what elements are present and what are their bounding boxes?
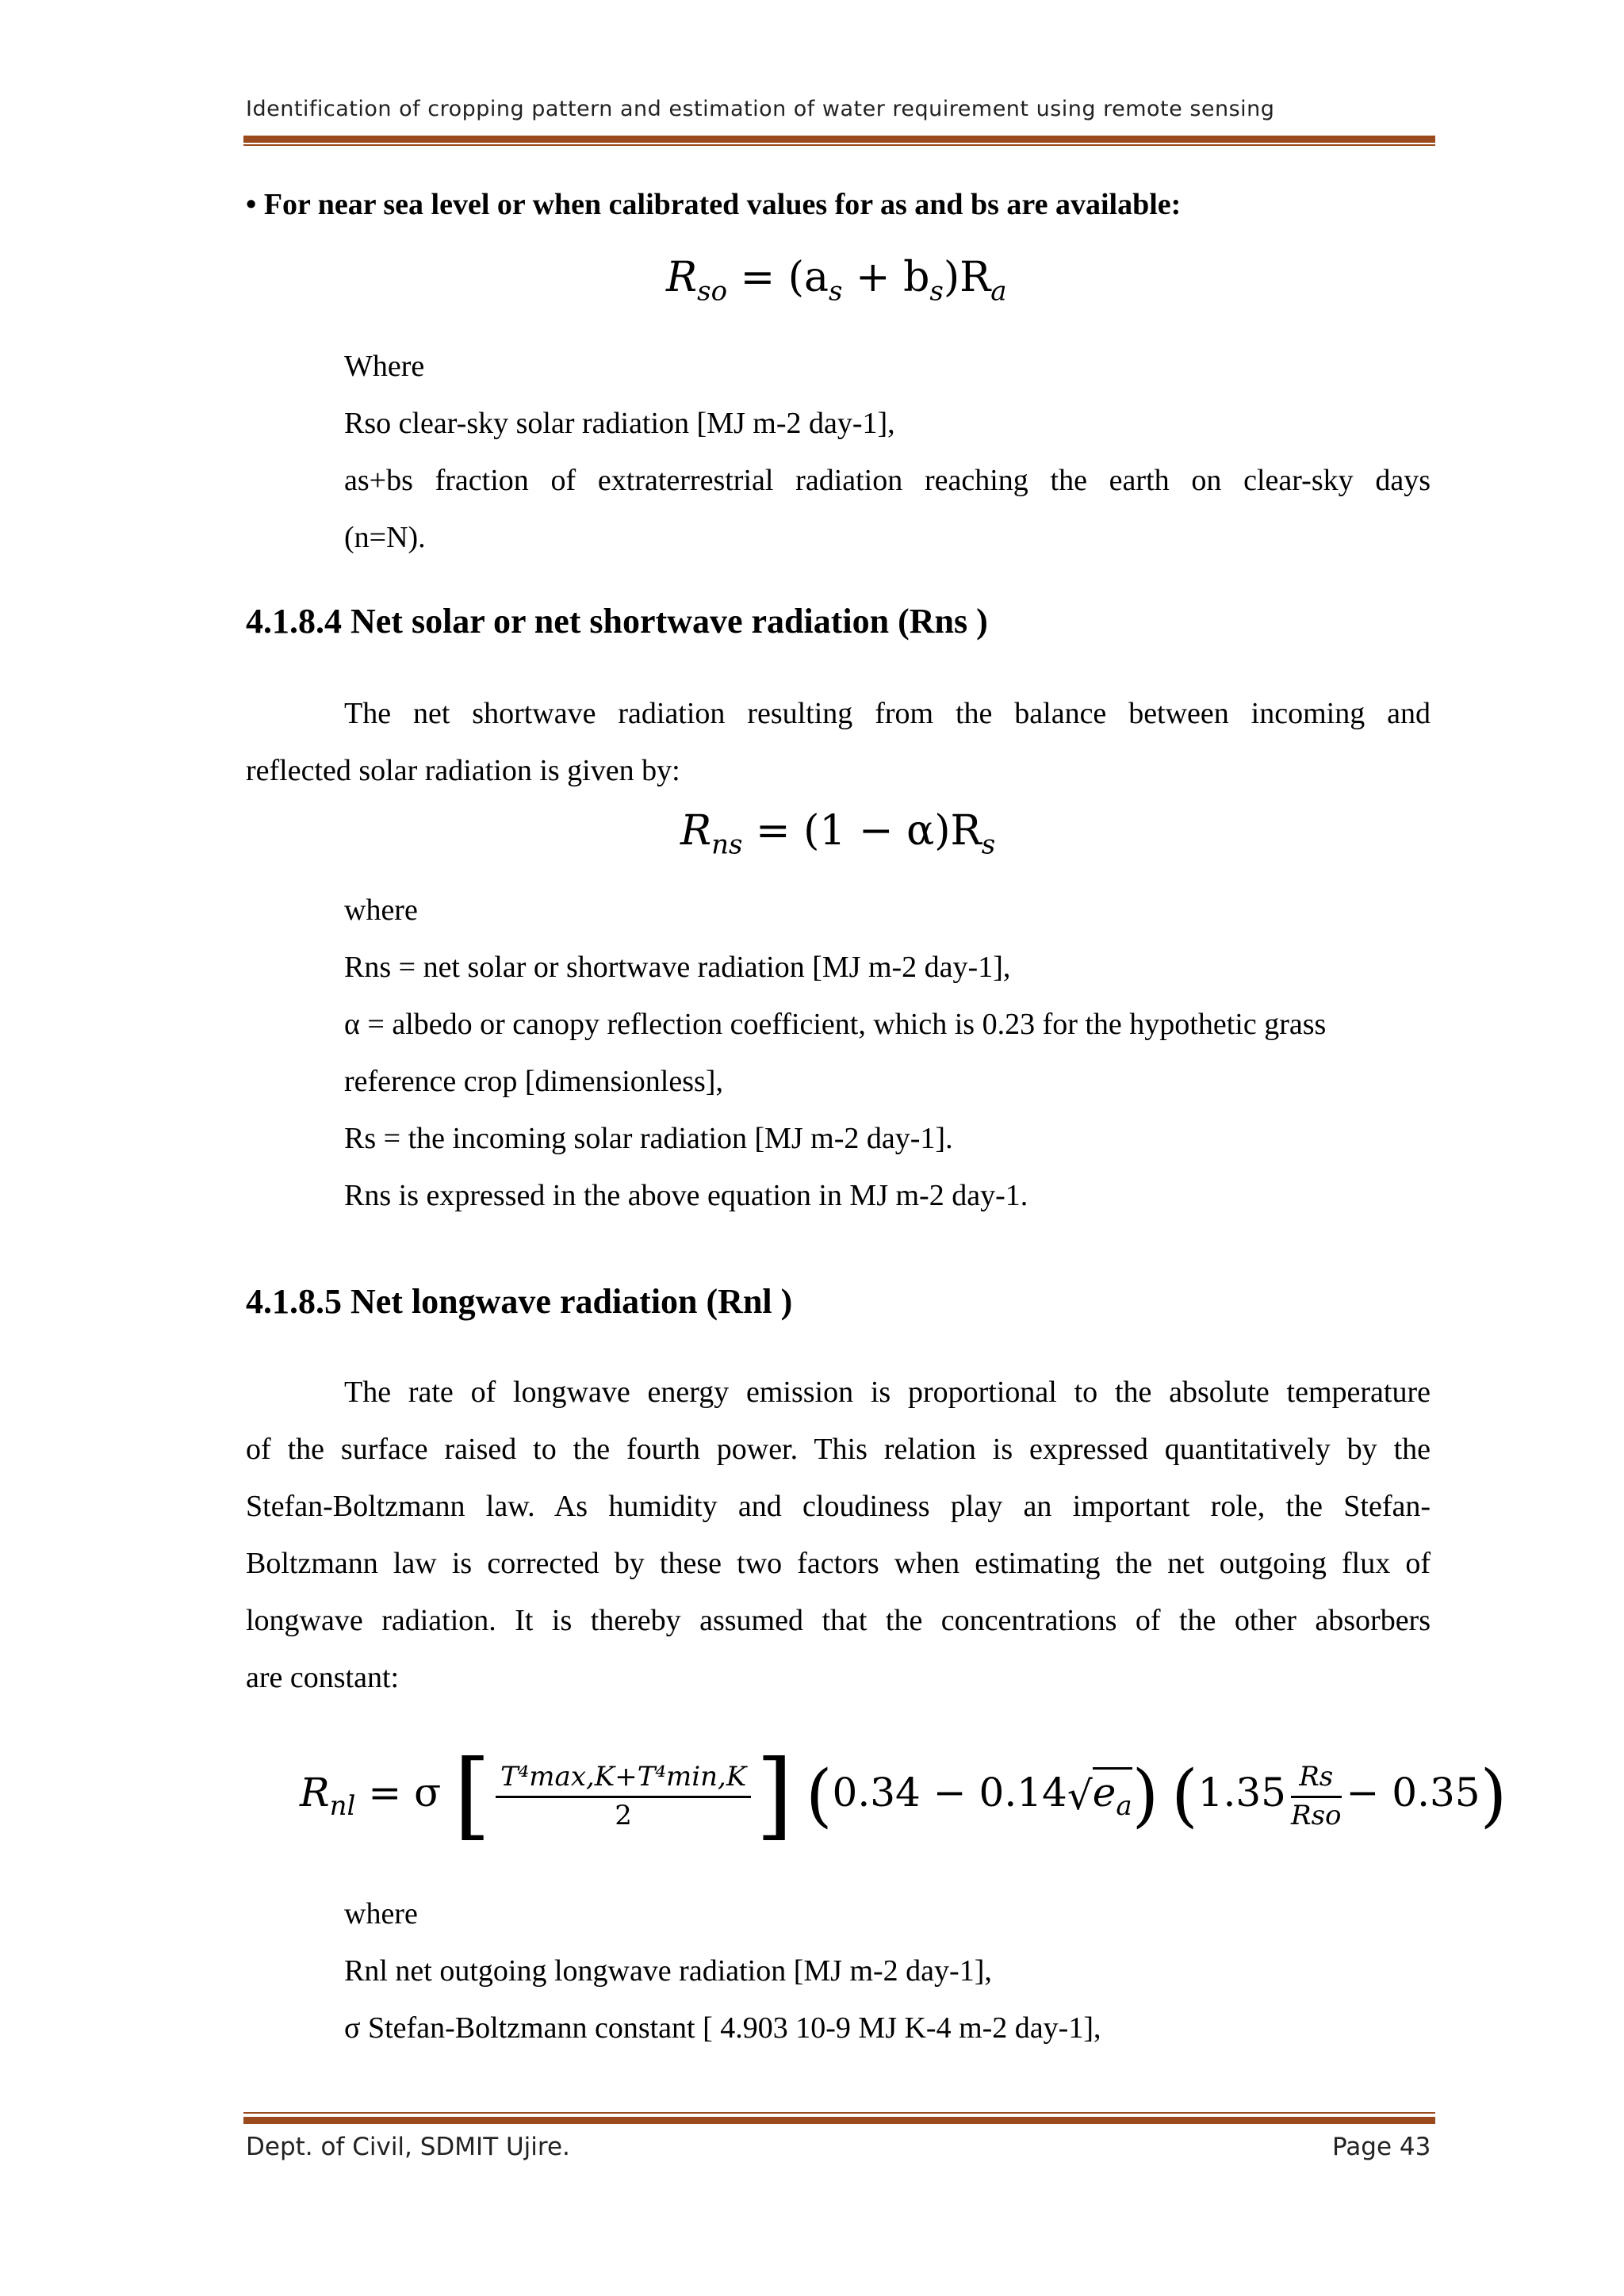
- eq1-b-sub: s: [929, 275, 944, 308]
- eq3-term3b: − 0.35: [1346, 1770, 1480, 1816]
- definition-line: Rs = the incoming solar radiation [MJ m-2 day-1].: [344, 1122, 953, 1155]
- footer-page-number: Page 43: [1332, 2133, 1431, 2161]
- where-label: where: [344, 894, 418, 927]
- eq1-lhs: R: [666, 254, 698, 301]
- bullet-symbol: •: [246, 188, 257, 221]
- where-label: where: [344, 1897, 418, 1931]
- paragraph-line: of the surface raised to the fourth power. This relation is expressed quantitatively by the: [246, 1433, 1431, 1466]
- sqrt-sign: √: [1067, 1773, 1093, 1819]
- eq1-r-sub: a: [990, 275, 1007, 308]
- eq3-denominator: 2: [615, 1799, 632, 1831]
- left-bracket: [: [454, 1740, 491, 1850]
- paragraph-line: The rate of longwave energy emission is proportional to the absolute temperature: [344, 1376, 1431, 1409]
- paragraph-line: Stefan-Boltzmann law. As humidity and cloudiness play an important role, the Stefan-: [246, 1490, 1431, 1523]
- eq3-frac2-num: Rs: [1291, 1761, 1342, 1798]
- eq3-lhs-sub: nl: [329, 1790, 356, 1822]
- eq1-plus: + b: [842, 254, 930, 301]
- paragraph-line: Boltzmann law is corrected by these two factors when estimating the net outgoing flux of: [246, 1547, 1431, 1580]
- definition-line: Rso clear-sky solar radiation [MJ m-2 day-1],: [344, 407, 895, 440]
- right-bracket: ]: [756, 1740, 794, 1850]
- equation-rso: [666, 254, 1007, 307]
- definitions-rns: [344, 882, 1431, 1224]
- eq2-lhs: R: [680, 807, 712, 855]
- definition-line: as+bs fraction of extraterrestrial radiation reaching the earth on clear-sky days: [344, 464, 1431, 497]
- section-paragraph: [246, 1364, 1431, 1706]
- definition-line: Rnl net outgoing longwave radiation [MJ m-2 day-1],: [344, 1954, 992, 1988]
- eq2-r-sub: s: [981, 828, 996, 861]
- paragraph-line: reflected solar radiation is given by:: [246, 754, 680, 787]
- eq3-numerator: T⁴max,K+T⁴min,K: [496, 1761, 751, 1798]
- definition-line: σ Stefan-Boltzmann constant [ 4.903 10-9 MJ K-4 m-2 day-1],: [344, 2011, 1101, 2045]
- eq1-a-sub: s: [829, 275, 843, 308]
- bullet-item: [246, 176, 1181, 233]
- equation-rns: [680, 807, 995, 860]
- definitions-rso: [344, 338, 1431, 566]
- equation-rnl: [300, 1740, 1507, 1850]
- eq3-fraction: [496, 1761, 751, 1831]
- definition-line: α = albedo or canopy reflection coefficient, which is 0.23 for the hypothetic grass: [344, 1008, 1327, 1041]
- right-paren: ): [1132, 1756, 1159, 1835]
- eq2-rhs: = (1 − α)R: [756, 807, 982, 855]
- section-heading: 4.1.8.4 Net solar or net shortwave radiation (Rns ): [246, 602, 988, 641]
- paragraph-line: longwave radiation. It is thereby assumed that the concentrations of the other absorbers: [246, 1604, 1431, 1637]
- eq3-term3a: 1.35: [1197, 1770, 1286, 1816]
- bullet-text: For near sea level or when calibrated values for as and bs are available:: [263, 188, 1182, 221]
- footer-rule-thick: [243, 2117, 1435, 2124]
- eq3-sigma: = σ: [368, 1770, 442, 1816]
- footer-rule-thin: [243, 2112, 1435, 2114]
- definition-line: reference crop [dimensionless],: [344, 1065, 723, 1098]
- eq3-fraction2: [1291, 1761, 1342, 1831]
- eq2-lhs-sub: ns: [711, 828, 743, 861]
- eq3-frac2-den: Rso: [1290, 1799, 1342, 1831]
- eq1-close: )R: [943, 254, 991, 301]
- definition-line: Rns is expressed in the above equation in MJ m-2 day-1.: [344, 1179, 1028, 1212]
- footer-department: Dept. of Civil, SDMIT Ujire.: [246, 2133, 570, 2161]
- definition-line: Rns = net solar or shortwave radiation [MJ m-2 day-1],: [344, 951, 1011, 984]
- header-rule-thin: [243, 144, 1435, 146]
- eq3-term2: 0.34 − 0.14: [832, 1770, 1067, 1816]
- paragraph-line: The net shortwave radiation resulting from the balance between incoming and: [344, 697, 1431, 730]
- where-label: Where: [344, 350, 425, 383]
- eq3-sqrt-sub: a: [1116, 1790, 1132, 1822]
- section-heading: 4.1.8.5 Net longwave radiation (Rnl ): [246, 1282, 793, 1321]
- left-paren: (: [805, 1756, 833, 1835]
- eq1-rhs: = (a: [740, 254, 829, 301]
- section-paragraph: [246, 685, 1431, 799]
- paragraph-line: are constant:: [246, 1661, 400, 1694]
- eq3-sqrt-arg: e: [1092, 1770, 1116, 1816]
- definitions-rnl: [344, 1885, 1431, 2057]
- header-rule-thick: [243, 136, 1435, 143]
- definition-line: (n=N).: [344, 521, 426, 554]
- right-paren: ): [1480, 1756, 1507, 1835]
- left-paren: (: [1171, 1756, 1198, 1835]
- eq3-lhs: R: [300, 1770, 330, 1816]
- eq1-lhs-sub: so: [697, 275, 728, 308]
- sqrt-argument: [1092, 1767, 1132, 1822]
- running-header: Identification of cropping pattern and estimation of water requirement using remote sensing: [246, 97, 1275, 121]
